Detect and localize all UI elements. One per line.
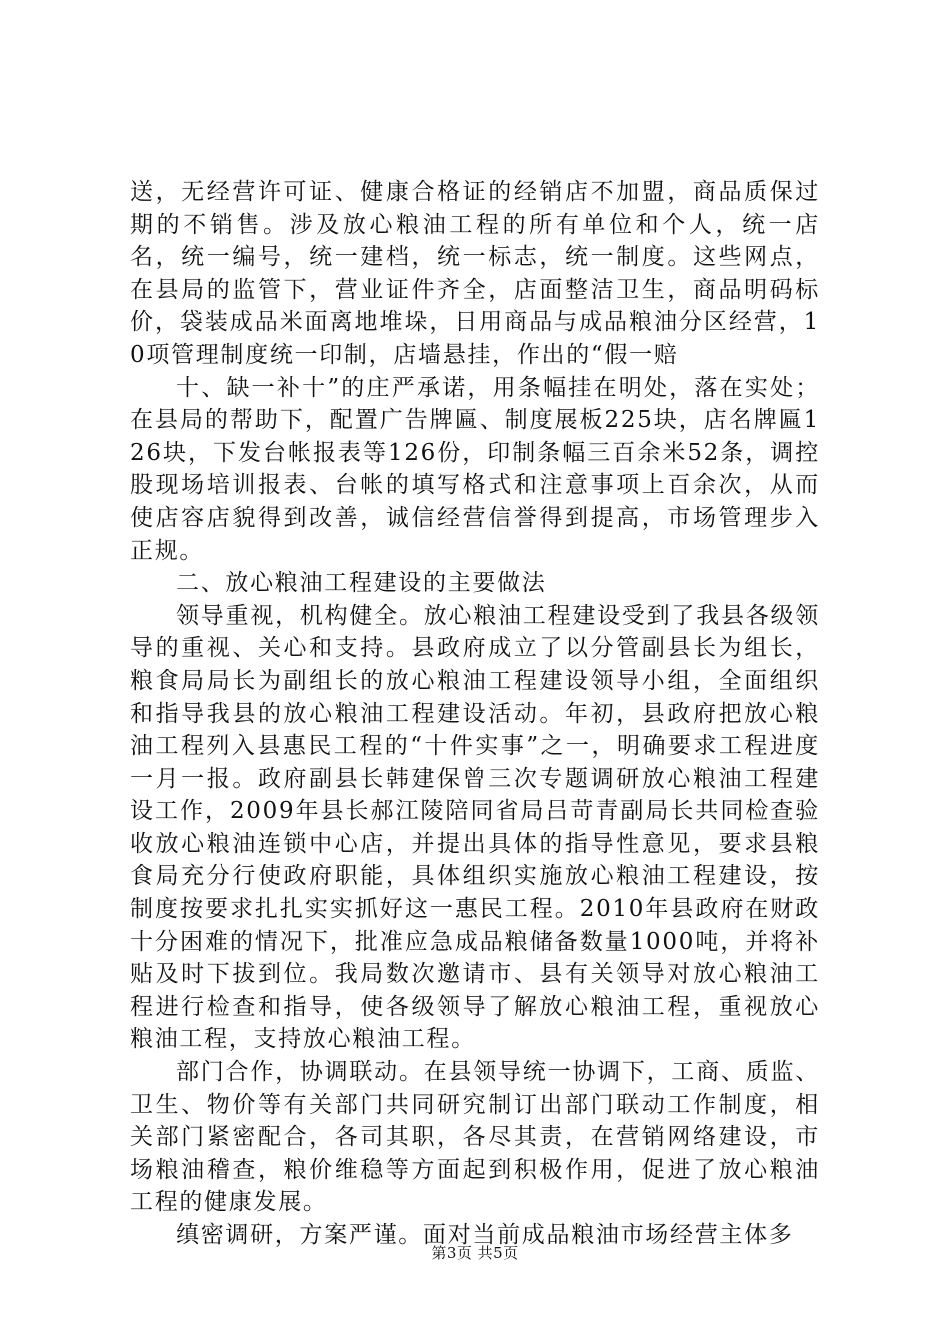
section-heading: 二、放心粮油工程建设的主要做法 [176,570,547,597]
paragraph-research: 缜密调研，方案严谨。面对当前成品粮油市场经营主体多 [176,1222,794,1248]
paragraph-commitment: 十、缺一补十”的庄严承诺，用条幅挂在明处，落在实处；在县局的帮助下，配置广告牌匾、制度展板225块，店名牌匾126块，下发台帐报表等126份，印制条幅三百余米52条，调控股现场培训报表、台帐的填写格式和注意事项上百余次，从而使店容店貌得到改善，诚信经营信誉得到提高，市场管理步入正规。 [130,374,820,564]
page-number-footer: 第3页 共5页 [431,1244,519,1262]
document-body [130,176,820,1252]
paragraph-leadership: 领导重视，机构健全。放心粮油工程建设受到了我县各级领导的重视、关心和支持。县政府成立了以分管副县长为组长，粮食局局长为副组长的放心粮油工程建设领导小组，全面组织和指导我县的放心粮油工程建设活动。年初，县政府把放心粮油工程列入县惠民工程的“十件实事”之一，明确要求工程进度一月一报。政府副县长韩建保曾三次专题调研放心粮油工程建设工作，2009年县长郝江陵陪同省局吕苛青副局长共同检查验收放心粮油连锁中心店，并提出具体的指导性意见，要求县粮食局充分行使政府职能，具体组织实施放心粮油工程建设，按制度按要求扎扎实实抓好这一惠民工程。2010年县政府在财政十分困难的情况下，批准应急成品粮储备数量1000吨，并将补贴及时下拔到位。我局数次邀请市、县有关领导对放心粮油工程进行检查和指导，使各级领导了解放心粮油工程，重视放心粮油工程，支持放心粮油工程。 [130,602,820,1053]
paragraph-continuation: 送，无经营许可证、健康合格证的经销店不加盟，商品质保过期的不销售。涉及放心粮油工程的所有单位和个人，统一店名，统一编号，统一建档，统一标志，统一制度。这些网点，在县局的监管下，营业证件齐全，店面整洁卫生，商品明码标价，袋装成品米面离地堆垛，日用商品与成品粮油分区经营，10项管理制度统一印制，店墙悬挂，作出的“假一赔 [130,179,820,368]
paragraph-cooperation: 部门合作，协调联动。在县领导统一协调下，工商、质监、卫生、物价等有关部门共同研究制订出部门联动工作制度，相关部门紧密配合，各司其职，各尽其责，在营销网络建设，市场粮油稽查，粮价维稳等方面起到积极作用，促进了放心粮油工程的健康发展。 [130,1059,820,1216]
